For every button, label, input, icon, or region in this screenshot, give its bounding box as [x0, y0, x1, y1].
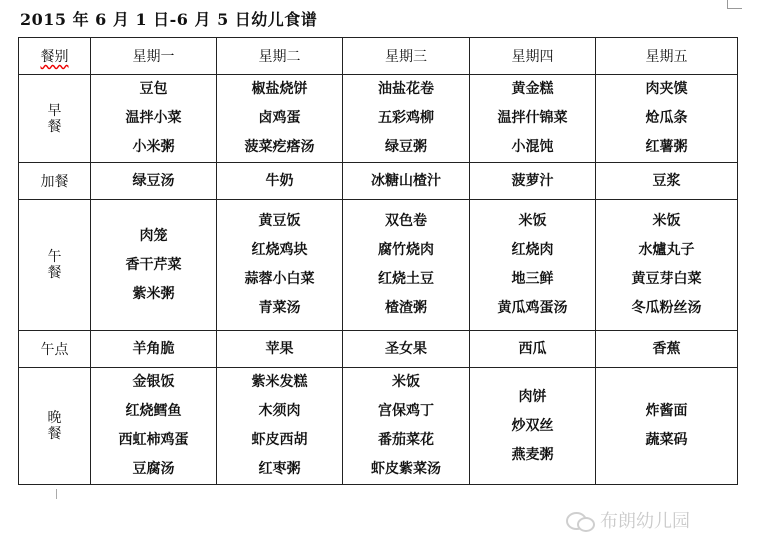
header-day: 星期二	[217, 38, 343, 75]
wechat-icon	[566, 509, 594, 531]
dish-item: 紫米粥	[132, 285, 175, 302]
menu-cell: 豆浆	[596, 163, 738, 200]
watermark	[566, 507, 690, 533]
dish-item: 绿豆粥	[385, 139, 427, 155]
menu-cell	[217, 75, 343, 163]
dish-item: 香干芹菜	[125, 256, 182, 273]
label-char: 晚	[47, 410, 62, 426]
dish-item: 冬瓜粉丝汤	[631, 300, 702, 316]
dish-item: 米饭	[518, 213, 547, 229]
breakfast-row	[19, 75, 738, 163]
dish-item: 蒜蓉小白菜	[244, 271, 315, 287]
lunch-row	[19, 200, 738, 331]
dish-item: 小米粥	[132, 139, 175, 155]
menu-cell	[91, 200, 217, 331]
dish-item: 蔬菜码	[645, 432, 688, 448]
dish-item: 红烧肉	[511, 242, 554, 258]
header-day: 星期四	[470, 38, 596, 75]
dish-item: 楂渣粥	[385, 300, 427, 316]
vertical-label	[19, 249, 90, 281]
dish-item: 菠菜疙瘩汤	[244, 139, 315, 155]
header-day: 星期三	[343, 38, 470, 75]
dish-item: 米饭	[392, 374, 420, 390]
dish-item: 米饭	[652, 213, 681, 229]
menu-cell	[470, 75, 596, 163]
vertical-label	[19, 410, 90, 442]
dish-item: 地三鲜	[511, 271, 554, 287]
dish-item: 炒双丝	[511, 417, 554, 434]
watermark-text: 布朗幼儿园	[600, 511, 690, 532]
dish-item: 肉笼	[139, 227, 168, 244]
dish-item: 红枣粥	[258, 461, 301, 477]
dish-item: 虾皮西胡	[251, 432, 308, 448]
dish-item: 豆包	[139, 81, 168, 97]
menu-cell: 羊角脆	[91, 331, 217, 368]
label-char: 餐	[47, 426, 62, 442]
dish-item: 炝瓜条	[645, 110, 688, 126]
label-char: 午	[47, 249, 62, 265]
menu-cell: 冰糖山楂汁	[343, 163, 470, 200]
menu-cell	[343, 75, 470, 163]
dish-item: 红烧土豆	[378, 271, 434, 287]
page-title: 2015 年 6 月 1 日-6 月 5 日幼儿食谱	[20, 10, 318, 29]
menu-cell: 菠萝汁	[470, 163, 596, 200]
menu-cell	[343, 368, 470, 485]
dish-item: 豆腐汤	[132, 461, 175, 477]
header-day: 星期一	[91, 38, 217, 75]
menu-cell	[596, 368, 738, 485]
menu-cell	[91, 75, 217, 163]
dish-item: 油盐花卷	[378, 81, 434, 97]
afternoon-row	[19, 331, 738, 368]
dish-item: 水爐丸子	[638, 242, 695, 258]
dish-item: 五彩鸡柳	[378, 110, 434, 126]
dish-item: 燕麦粥	[511, 446, 554, 463]
dinner-row	[19, 368, 738, 485]
dish-item: 金银饭	[132, 374, 175, 390]
dish-item: 红烧鸡块	[251, 242, 308, 258]
dish-item: 宫保鸡丁	[378, 403, 434, 419]
menu-cell	[470, 200, 596, 331]
label-char: 餐	[47, 118, 62, 135]
header-meal-type: 餐别	[19, 38, 91, 75]
afternoon-label: 午点	[19, 331, 91, 368]
dish-item: 肉饼	[518, 388, 547, 405]
breakfast-label	[19, 75, 91, 163]
menu-cell: 香蕉	[596, 331, 738, 368]
dish-item: 炸酱面	[645, 403, 688, 419]
menu-cell: 圣女果	[343, 331, 470, 368]
menu-cell	[217, 200, 343, 331]
dish-item: 黄豆饭	[258, 213, 301, 229]
menu-cell	[217, 368, 343, 485]
snack-row	[19, 163, 738, 200]
dish-item: 西虹柿鸡蛋	[118, 432, 189, 448]
header-day: 星期五	[596, 38, 738, 75]
menu-cell: 苹果	[217, 331, 343, 368]
menu-cell	[91, 368, 217, 485]
dish-item: 黄金糕	[511, 81, 554, 97]
dish-item: 小混饨	[511, 139, 554, 155]
snack-label: 加餐	[19, 163, 91, 200]
label-char: 早	[47, 102, 62, 119]
dish-item: 腐竹烧肉	[378, 242, 434, 258]
dish-item: 椒盐烧饼	[251, 81, 308, 97]
menu-cell	[596, 75, 738, 163]
dish-item: 虾皮紫菜汤	[371, 461, 441, 477]
menu-cell	[596, 200, 738, 331]
dish-item: 木须肉	[258, 403, 301, 419]
page-corner-mark	[56, 489, 67, 499]
page-corner-mark	[727, 0, 742, 9]
menu-cell: 绿豆汤	[91, 163, 217, 200]
menu-cell	[470, 368, 596, 485]
menu-cell	[343, 200, 470, 331]
dish-item: 青菜汤	[258, 300, 301, 316]
label-char: 餐	[47, 265, 62, 281]
menu-cell: 牛奶	[217, 163, 343, 200]
dish-item: 紫米发糕	[251, 374, 308, 390]
menu-table	[18, 37, 738, 485]
lunch-label	[19, 200, 91, 331]
menu-cell: 西瓜	[470, 331, 596, 368]
dish-item: 黄豆芽白菜	[631, 271, 702, 287]
dish-item: 黄瓜鸡蛋汤	[497, 300, 568, 316]
dish-item: 温拌什锦菜	[497, 110, 568, 126]
dinner-label	[19, 368, 91, 485]
dish-item: 红烧鳕鱼	[125, 403, 182, 419]
dish-item: 双色卷	[385, 213, 427, 229]
vertical-label	[19, 103, 90, 135]
dish-item: 番茄菜花	[378, 432, 434, 448]
dish-item: 红薯粥	[645, 139, 688, 155]
dish-item: 肉夹馍	[645, 81, 688, 97]
dish-item: 温拌小菜	[125, 110, 182, 126]
dish-item: 卤鸡蛋	[258, 110, 301, 126]
header-row	[19, 38, 738, 75]
